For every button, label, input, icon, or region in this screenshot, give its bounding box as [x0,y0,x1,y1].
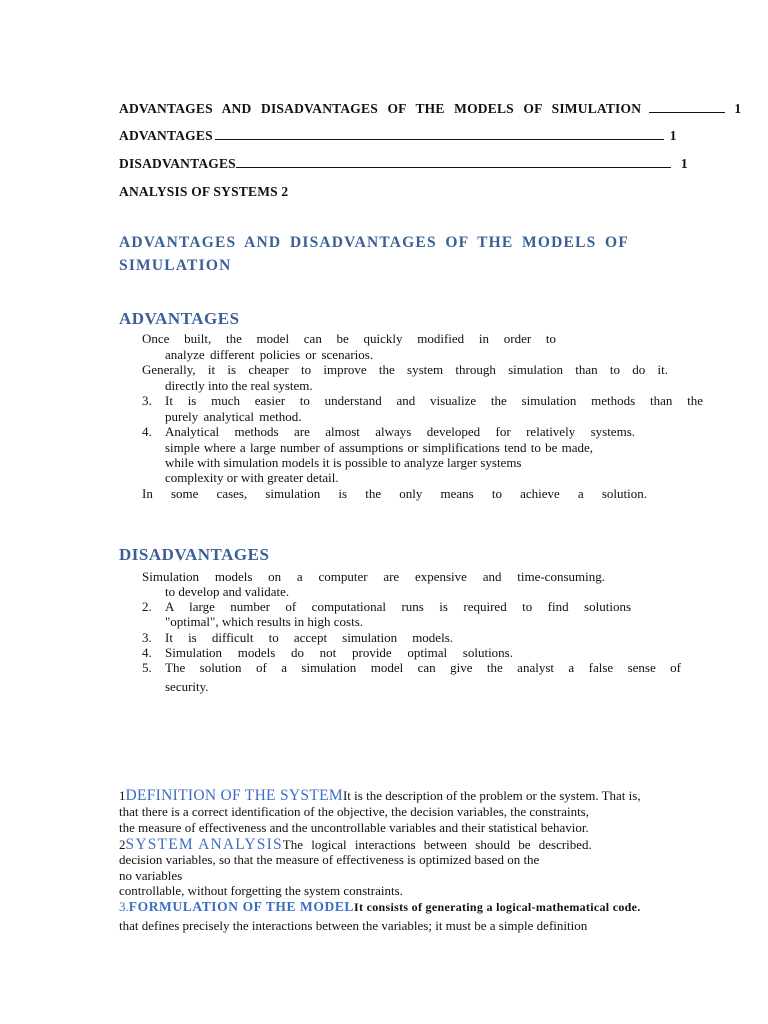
step-text: It consists of generating a logical-mathematical code. [354,900,641,914]
step-number: 1 [119,788,126,803]
advantages-title: ADVANTAGES [119,309,240,328]
toc-leader [236,157,671,168]
step-text: The logical interactions between should be described. [282,837,592,852]
step-formulation-line [119,899,641,915]
step-definition-line [119,787,641,805]
toc-entry-4[interactable] [119,184,288,200]
step-text-line: controllable, without forgetting the system constraints. [119,883,403,898]
disadvantages-line: Simulation models do not provide optimal solutions. [165,645,513,660]
toc-entry-label: ADVANTAGES [119,128,213,143]
list-number: 4. [142,645,152,660]
advantages-line: Generally, it is cheaper to improve the system through simulation than to do it. [142,362,668,377]
toc-page-number: 1 [680,156,688,171]
disadvantages-line: security. [165,679,209,694]
list-number: 3. [142,630,152,645]
step-text-line: decision variables, so that the measure of effectiveness is optimized based on the [119,852,540,867]
toc-page-number: 1 [669,128,677,143]
disadvantages-line: Simulation models on a computer are expensive and time-consuming. [142,569,605,584]
toc-page-number: 1 [734,101,742,116]
step-number: 3. [119,899,129,914]
disadvantages-line: "optimal", which results in high costs. [165,614,364,629]
toc-entry-label: ADVANTAGES AND DISADVANTAGES OF THE MODELS OF SIMULATION [119,101,642,116]
main-heading-line-1: ADVANTAGES AND DISADVANTAGES OF THE MODELS OF [119,234,629,251]
step-text-line: that there is a correct identification of the objective, the decision variables, the constraints, [119,804,589,819]
disadvantages-line: The solution of a simulation model can give the analyst a false sense of [165,660,681,675]
advantages-line: directly into the real system. [165,378,313,393]
toc-leader [215,129,664,140]
disadvantages-line: A large number of computational runs is required to find solutions [165,599,631,614]
toc-entry-3[interactable] [119,156,688,172]
toc-entry-label: DISADVANTAGES [119,156,236,171]
advantages-line: It is much easier to understand and visualize the simulation methods than the [165,393,703,408]
disadvantages-line: It is difficult to accept simulation models. [165,630,453,645]
advantages-line: complexity or with greater detail. [165,470,339,485]
advantages-line: analyze different policies or scenarios. [165,347,374,362]
advantages-line: Analytical methods are almost always developed for relatively systems. [165,424,635,439]
list-number: 3. [142,393,152,408]
advantages-line: purely analytical method. [165,409,302,424]
advantages-line: while with simulation models it is possible to analyze larger systems [165,455,522,470]
step-title: FORMULATION OF THE MODEL [128,899,355,914]
main-heading-line-2: SIMULATION [119,257,232,274]
toc-leader [649,102,725,113]
step-number: 2 [119,837,126,852]
list-number: 2. [142,599,152,614]
toc-entry-1[interactable] [119,101,749,117]
advantages-line: Once built, the model can be quickly modified in order to [142,331,556,346]
step-title: DEFINITION OF THE SYSTEM [125,787,343,804]
list-number: 5. [142,660,152,675]
step-text-line: that defines precisely the interactions between the variables; it must be a simple definition [119,918,588,933]
toc-entry-2[interactable] [119,128,677,144]
list-number: 4. [142,424,152,439]
step-text: It is the description of the problem or the system. That is, [342,788,641,803]
step-text-line: no variables [119,868,183,883]
step-title: SYSTEM ANALYSIS [125,836,283,853]
toc-entry-label: ANALYSIS OF SYSTEMS 2 [119,184,289,199]
disadvantages-title: DISADVANTAGES [119,545,270,564]
step-text-line: the measure of effectiveness and the uncontrollable variables and their statistical behavior. [119,820,589,835]
advantages-line: In some cases, simulation is the only means to achieve a solution. [142,486,647,501]
advantages-line: simple where a large number of assumptions or simplifications tend to be made, [165,440,594,455]
disadvantages-line: to develop and validate. [165,584,290,599]
